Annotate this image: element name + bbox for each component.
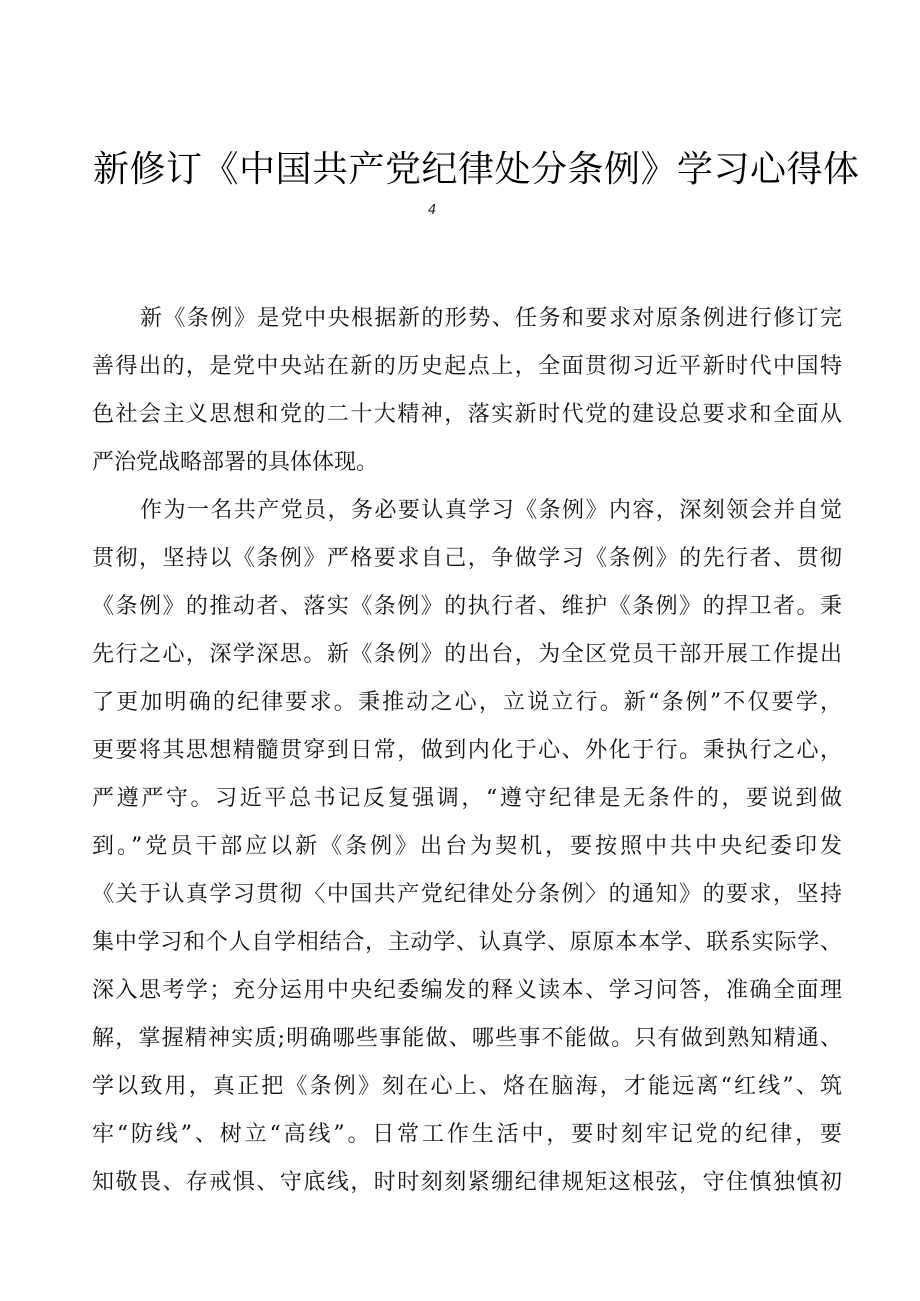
body-line: 贯彻，坚持以《条例》严格要求自己，争做学习《条例》的先行者、贯彻 (92, 546, 842, 571)
body-line: 解，掌握精神实质;明确哪些事能做、哪些事不能做。只有做到熟知精通、 (92, 1026, 842, 1051)
body-line: 深入思考学；充分运用中央纪委编发的释义读本、学习问答，准确全面理 (92, 978, 842, 1003)
document-body (92, 295, 842, 1207)
body-line: 善得出的，是党中央站在新的历史起点上，全面贯彻习近平新时代中国特 (92, 354, 842, 379)
body-line: 作为一名共产党员，务必要认真学习《条例》内容，深刻领会并自觉 (140, 498, 842, 523)
body-line: 《条例》的推动者、落实《条例》的执行者、维护《条例》的捍卫者。秉 (92, 594, 842, 619)
body-line: 牢“防线”、树立“高线”。日常工作生活中，要时刻牢记党的纪律，要 (92, 1122, 842, 1147)
body-line: 知敬畏、存戒惧、守底线，时时刻刻紧绷纪律规矩这根弦，守住慎独慎初 (92, 1170, 842, 1195)
body-line: 新《条例》是党中央根据新的形势、任务和要求对原条例进行修订完 (140, 306, 842, 331)
body-line: 更要将其思想精髓贯穿到日常，做到内化于心、外化于行。秉执行之心， (92, 738, 842, 763)
body-line: 集中学习和个人自学相结合，主动学、认真学、原原本本学、联系实际学、 (92, 930, 842, 955)
body-line: 先行之心，深学深思。新《条例》的出台，为全区党员干部开展工作提出 (92, 642, 842, 667)
body-line: 严治党战略部署的具体体现。 (92, 450, 379, 475)
title-continuation-number: 4 (428, 203, 437, 218)
body-line: 严遵严守。习近平总书记反复强调，“遵守纪律是无条件的，要说到做 (92, 786, 842, 811)
body-line: 《关于认真学习贯彻〈中国共产党纪律处分条例〉的通知》的要求，坚持 (92, 882, 842, 907)
body-line: 了更加明确的纪律要求。秉推动之心，立说立行。新“条例”不仅要学， (92, 690, 842, 715)
body-line: 到。”党员干部应以新《条例》出台为契机，要按照中共中央纪委印发 (92, 834, 842, 859)
body-line: 学以致用，真正把《条例》刻在心上、烙在脑海，才能远离“红线”、筑 (92, 1074, 842, 1099)
document-title: 新修订《中国共产党纪律处分条例》学习心得体 (93, 149, 860, 190)
body-line: 色社会主义思想和党的二十大精神，落实新时代党的建设总要求和全面从 (92, 402, 842, 427)
